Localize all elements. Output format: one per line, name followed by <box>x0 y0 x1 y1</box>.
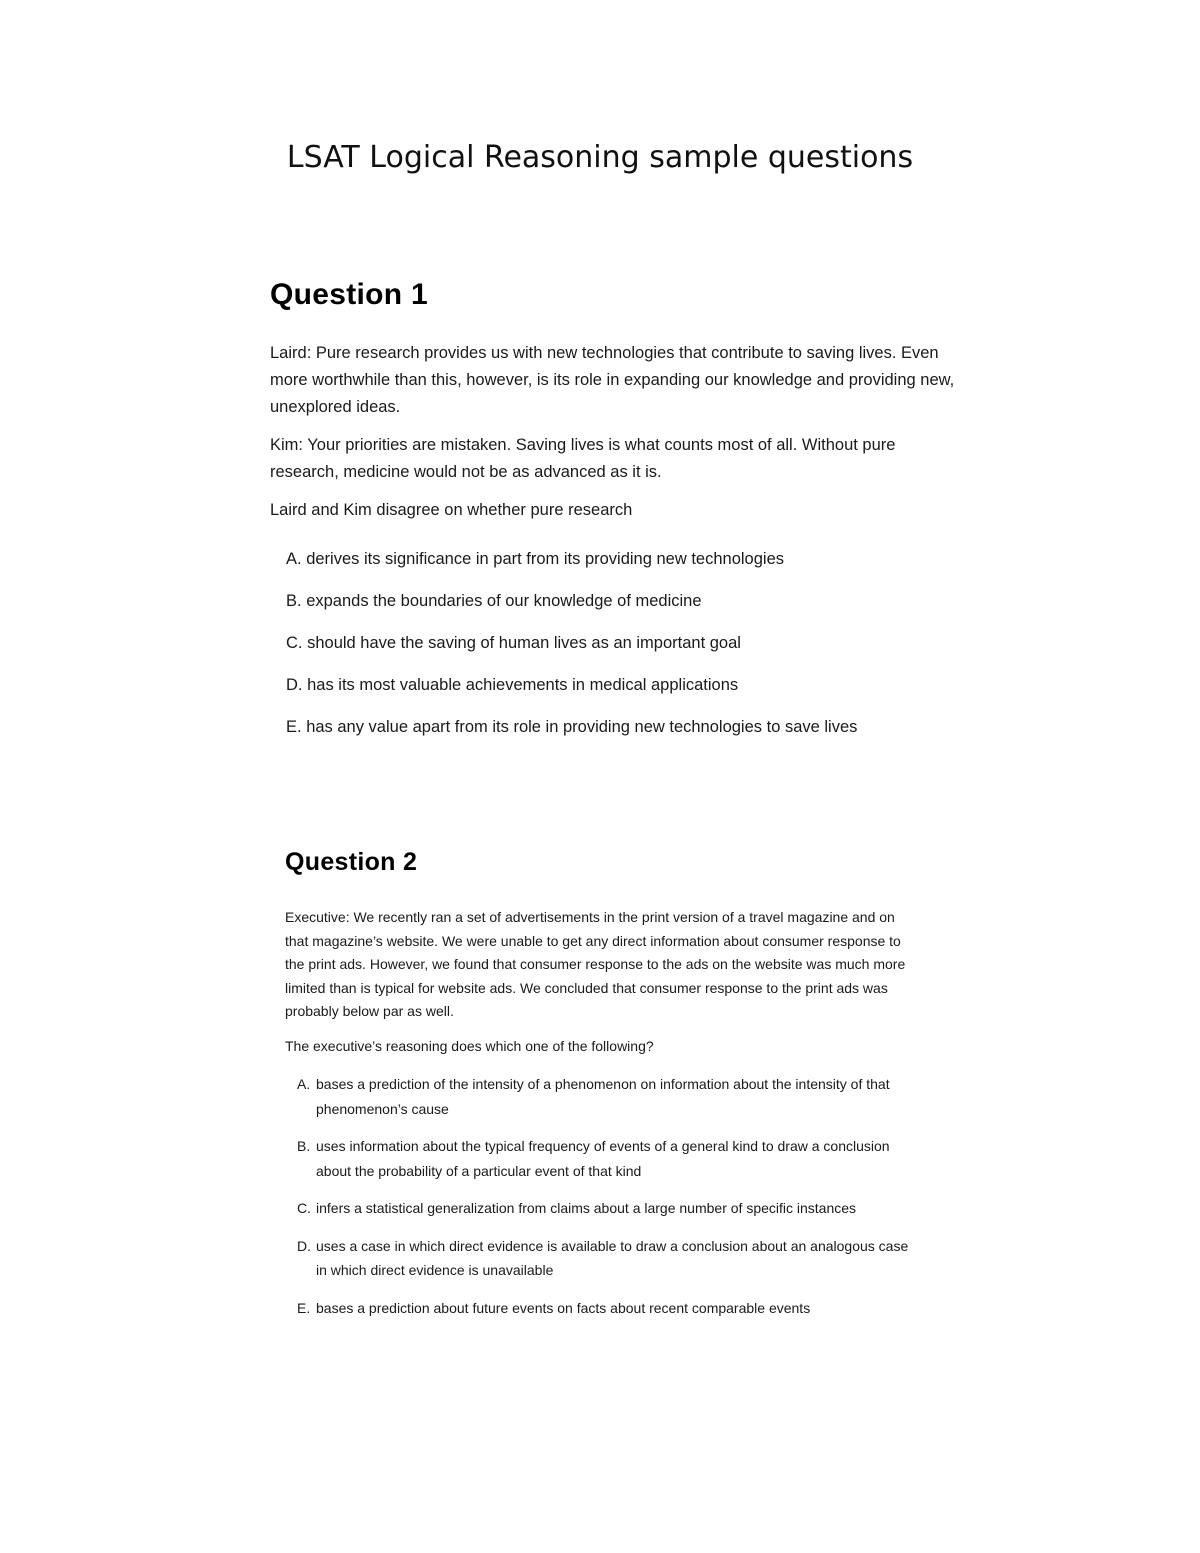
option-letter: E. <box>297 1299 311 1316</box>
question-1-option-e[interactable] <box>286 714 960 741</box>
option-text: uses information about the typical frequency of events of a general kind to draw a conclusion about the probability of a particular event of that kind <box>316 1138 890 1179</box>
option-text: derives its significance in part from its providing new technologies <box>306 550 785 568</box>
option-text: has any value apart from its role in providing new technologies to save lives <box>306 718 858 736</box>
question-1-option-c[interactable] <box>286 630 960 657</box>
question-2-stem: The executive’s reasoning does which one of the following? <box>285 1037 654 1054</box>
option-letter: E. <box>286 718 302 736</box>
question-1-option-a[interactable] <box>286 546 960 573</box>
question-1-stem: Laird and Kim disagree on whether pure research <box>270 501 633 519</box>
question-2-option-c[interactable] <box>297 1196 910 1221</box>
option-letter: C. <box>286 634 303 652</box>
option-letter: B. <box>297 1138 311 1154</box>
option-text: expands the boundaries of our knowledge of medicine <box>306 592 702 610</box>
option-text: should have the saving of human lives as an important goal <box>307 634 741 652</box>
option-text: infers a statistical generalization from claims about a large number of specific instances <box>316 1200 857 1216</box>
question-1-options <box>270 546 960 741</box>
question-1-option-d[interactable] <box>286 672 960 699</box>
question-2-option-a[interactable] <box>297 1072 910 1121</box>
question-2-heading: Question 2 <box>285 848 418 876</box>
question-2-body <box>285 906 910 1333</box>
option-letter: D. <box>286 676 303 694</box>
question-2-option-d[interactable] <box>297 1234 910 1283</box>
question-1-passage-kim: Kim: Your priorities are mistaken. Saving lives is what counts most of all. Without pure research, medicine would not be as advanced as it is. <box>270 436 896 481</box>
question-1-option-b[interactable] <box>286 588 960 615</box>
question-2-option-e[interactable] <box>297 1296 910 1321</box>
option-text: bases a prediction about future events on facts about recent comparable events <box>316 1299 811 1316</box>
question-2-option-b[interactable] <box>297 1134 910 1183</box>
option-letter: C. <box>297 1200 311 1216</box>
document-title: LSAT Logical Reasoning sample questions <box>286 140 914 175</box>
question-1-body <box>270 340 960 756</box>
option-text: uses a case in which direct evidence is available to draw a conclusion about an analogous case in which direct evidence is unavailable <box>316 1237 909 1278</box>
question-2-options <box>285 1072 910 1320</box>
option-letter: A. <box>297 1076 311 1092</box>
option-letter: A. <box>286 550 302 568</box>
option-letter: B. <box>286 592 302 610</box>
question-1-passage-laird: Laird: Pure research provides us with new technologies that contribute to saving lives. Even more worthwhile than this, however, is its role in expanding our knowledge and providing new, unexplored ideas. <box>270 344 955 416</box>
option-text: bases a prediction of the intensity of a phenomenon on information about the intensity of that phenomenon’s cause <box>316 1076 890 1117</box>
option-letter: D. <box>297 1237 311 1254</box>
question-1-heading: Question 1 <box>270 278 429 311</box>
option-text: has its most valuable achievements in medical applications <box>307 676 739 694</box>
question-2-passage: Executive: We recently ran a set of advertisements in the print version of a travel magazine and on that magazine’s website. We were unable to get any direct information about consumer response to the print ads. However, we found that consumer response to the ads on the website was much more limited than is typical for website ads. We concluded that consumer response to the print ads was probably below par as well. <box>285 909 906 1019</box>
